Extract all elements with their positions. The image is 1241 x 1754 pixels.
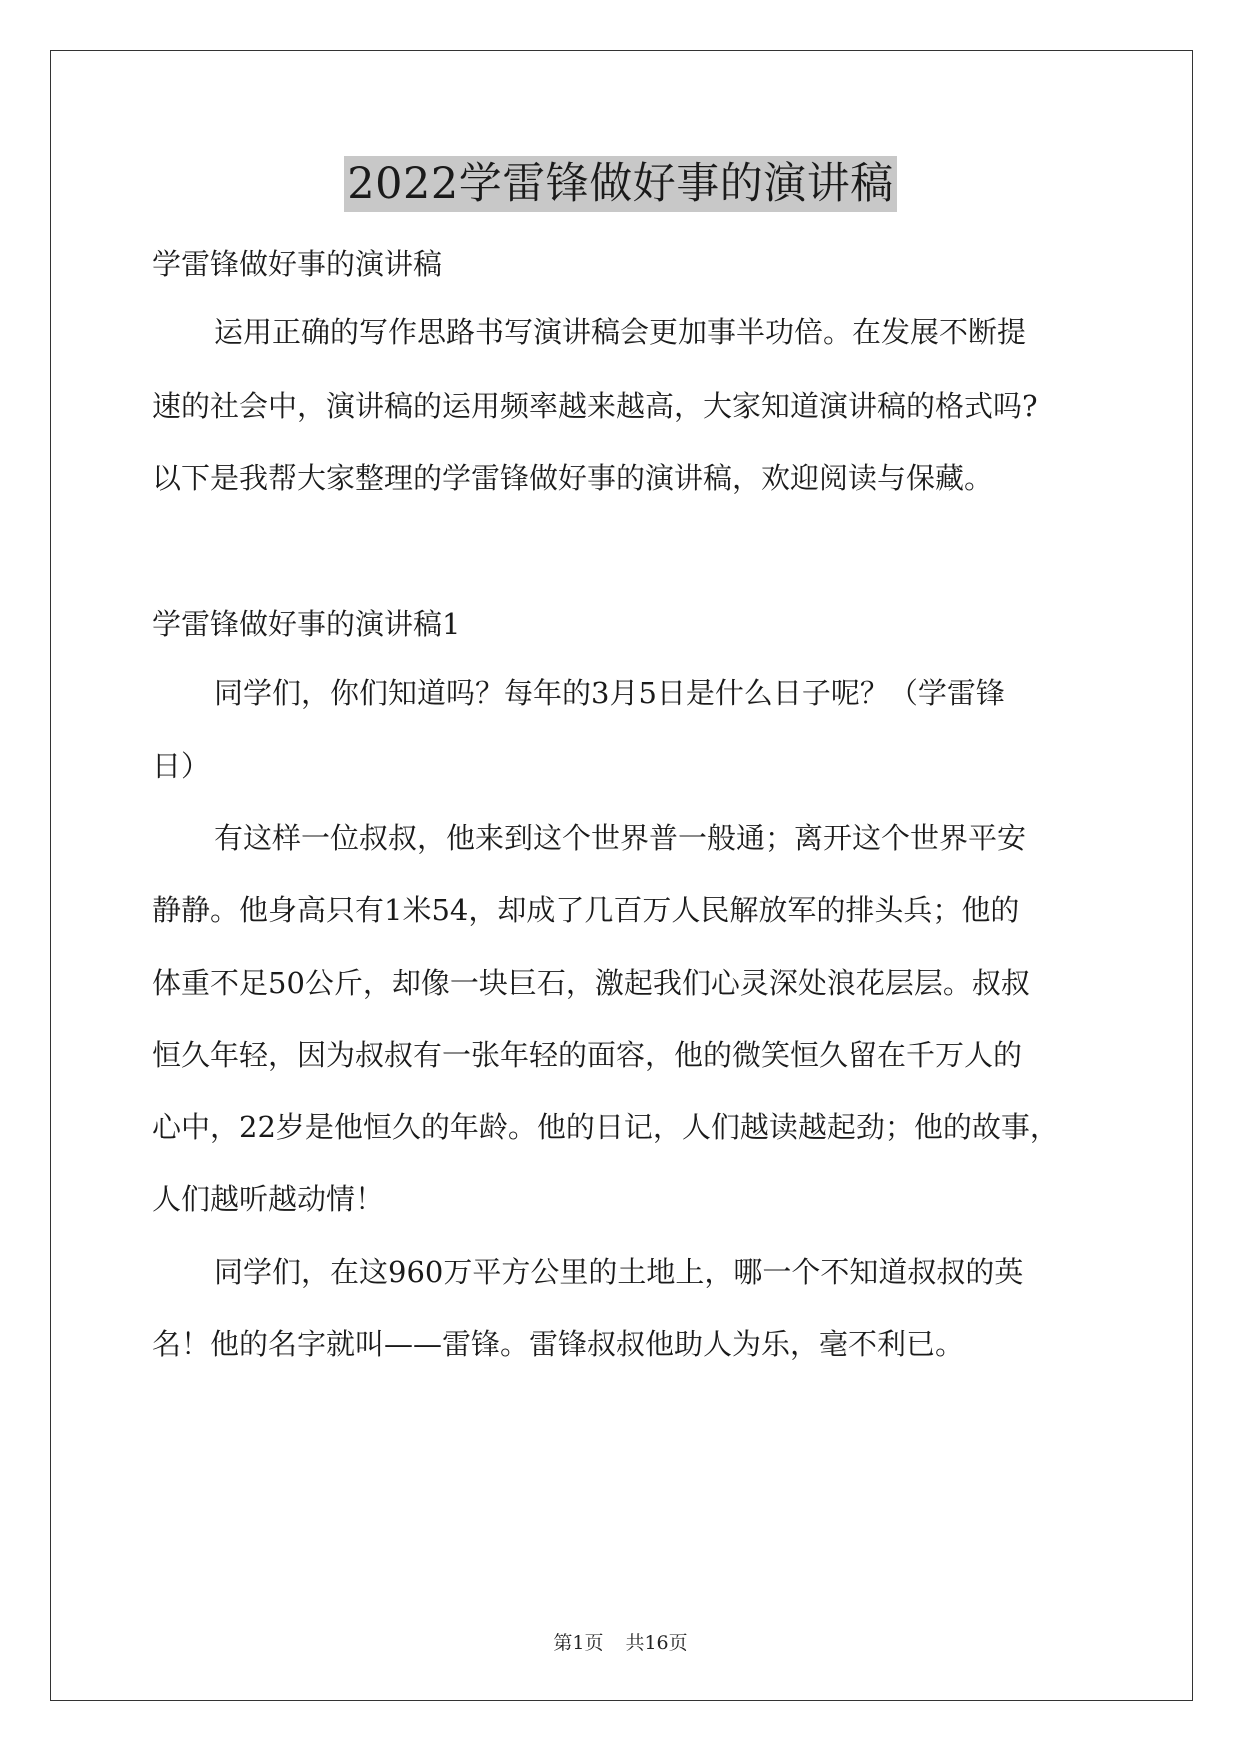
body-line-6: 恒久年轻，因为叔叔有一张年轻的面容，他的微笑恒久留在千万人的 bbox=[152, 1038, 1023, 1072]
body-line-9: 同学们，在这960万平方公里的土地上，哪一个不知道叔叔的英 bbox=[214, 1255, 1024, 1289]
body-line-5: 体重不足50公斤，却像一块巨石，激起我们心灵深处浪花层层。叔叔 bbox=[152, 966, 1030, 1000]
page-total: 共16页 bbox=[625, 1632, 688, 1654]
intro-line-3: 以下是我帮大家整理的学雷锋做好事的演讲稿，欢迎阅读与保藏。 bbox=[152, 461, 994, 495]
subtitle-line: 学雷锋做好事的演讲稿 bbox=[152, 247, 443, 281]
body-line-4: 静静。他身高只有1米54，却成了几百万人民解放军的排头兵；他的 bbox=[152, 893, 1020, 927]
body-line-3: 有这样一位叔叔，他来到这个世界普一般通；离开这个世界平安 bbox=[214, 821, 1027, 855]
body-line-1: 同学们，你们知道吗？每年的3月5日是什么日子呢？（学雷锋 bbox=[214, 676, 1005, 710]
page-number: 第1页 bbox=[553, 1632, 604, 1654]
page-footer bbox=[0, 1630, 1241, 1656]
intro-line-1: 运用正确的写作思路书写演讲稿会更加事半功倍。在发展不断提 bbox=[214, 315, 1027, 349]
section-heading-1: 学雷锋做好事的演讲稿1 bbox=[152, 607, 461, 641]
intro-line-2: 速的社会中，演讲稿的运用频率越来越高，大家知道演讲稿的格式吗? bbox=[152, 389, 1038, 423]
title-container bbox=[0, 156, 1241, 212]
body-line-10: 名！他的名字就叫——雷锋。雷锋叔叔他助人为乐，毫不利已。 bbox=[152, 1327, 965, 1361]
body-line-2: 日） bbox=[152, 749, 211, 783]
body-line-7: 心中，22岁是他恒久的年龄。他的日记，人们越读越起劲；他的故事， bbox=[152, 1110, 1059, 1144]
document-title: 2022学雷锋做好事的演讲稿 bbox=[344, 156, 896, 212]
body-line-8: 人们越听越动情！ bbox=[152, 1182, 385, 1216]
page-border bbox=[50, 50, 1193, 1701]
